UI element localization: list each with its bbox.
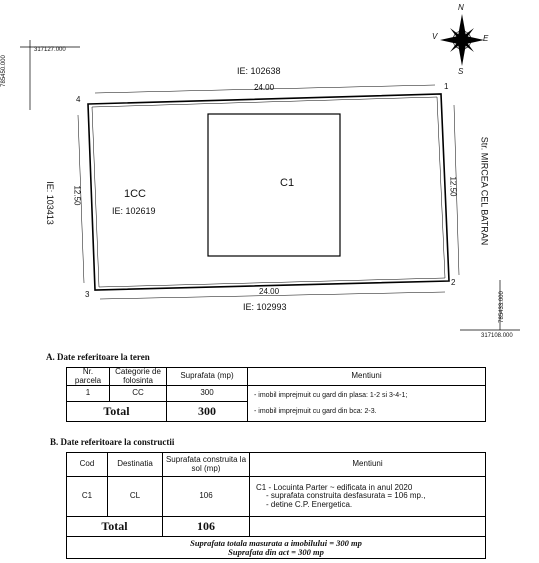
building-c1-outline <box>208 114 340 256</box>
summary-cell <box>67 537 486 559</box>
cell-cod: C1 <box>67 477 108 517</box>
cell-categorie: CC <box>110 386 167 402</box>
compass-n-label: N <box>458 3 464 12</box>
coord-x-bottom: 317108.000 <box>481 333 513 339</box>
mentiuni-b-line-1: C1 - Locuinta Parter ~ edificata in anul 2020 <box>256 482 413 492</box>
header-destinatia: Destinatia <box>108 453 163 477</box>
ie-bottom-label: IE: 102993 <box>243 302 287 312</box>
dim-left-label: 12.50 <box>72 185 82 206</box>
street-label: Str. MIRCEA CEL BATRAN <box>479 136 490 246</box>
corner-1-label: 1 <box>444 82 449 91</box>
compass-v-label: V <box>432 32 438 41</box>
header-suprafata-b: Suprafata construita la sol (mp) <box>163 453 250 477</box>
teren-table <box>66 367 486 422</box>
cell-nr: 1 <box>67 386 110 402</box>
cell-destinatia: CL <box>108 477 163 517</box>
coord-y-left: 785450.000 <box>0 55 7 87</box>
compass-s-label: S <box>458 67 464 76</box>
cell-suprafata-a: 300 <box>167 386 248 402</box>
mentiuni-b-line-3: - detine C.P. Energetica. <box>266 499 353 509</box>
building-c1-label: C1 <box>280 177 295 189</box>
summary-line-1: Suprafata totala masurata a imobilului = 300 mp <box>190 537 362 548</box>
coord-y-right: 785433.000 <box>498 291 505 323</box>
parcel-code-label: 1CC <box>124 188 147 200</box>
corner-4-label: 4 <box>76 95 81 104</box>
cell-suprafata-b: 106 <box>163 477 250 517</box>
corner-2-label: 2 <box>451 278 456 287</box>
dim-top-label: 24.00 <box>254 83 275 92</box>
compass-e-label: E <box>483 34 489 43</box>
header-mentiuni-a: Mentiuni <box>248 368 486 386</box>
total-label-b: Total <box>67 517 163 537</box>
ie-left-label: IE: 103413 <box>44 181 55 225</box>
total-value-a: 300 <box>167 402 248 422</box>
ie-top-label: IE: 102638 <box>237 66 281 76</box>
compass-rose <box>440 14 484 66</box>
cell-empty-b <box>250 517 486 537</box>
section-b-title: B. Date referitoare la constructii <box>50 437 175 447</box>
cell-mentiuni-a <box>248 386 486 422</box>
dim-right-label: 12.50 <box>448 176 458 197</box>
corner-3-label: 3 <box>85 290 90 299</box>
mentiuni-a-line-2: - imobil imprejmuit cu gard din bca: 2-3. <box>254 407 377 415</box>
mentiuni-b-line-2: - suprafata construita desfasurata = 106 mp., <box>266 491 426 501</box>
coord-x-top: 317127.000 <box>34 47 66 53</box>
mentiuni-a-line-1: - imobil imprejmuit cu gard din plasa: 1-2 si 3-4-1; <box>254 392 408 400</box>
cell-mentiuni-b <box>250 477 486 517</box>
header-categorie: Categorie de folosinta <box>110 368 167 386</box>
total-label-a: Total <box>67 402 167 422</box>
header-nr-parcela: Nr. parcela <box>67 368 110 386</box>
constructii-table <box>66 452 486 559</box>
section-a-title: A. Date referitoare la teren <box>46 352 150 362</box>
parcel-ie-label: IE: 102619 <box>112 206 156 216</box>
summary-line-2: Suprafata din act = 300 mp <box>228 546 324 557</box>
total-value-b: 106 <box>163 517 250 537</box>
header-mentiuni-b: Mentiuni <box>250 453 486 477</box>
header-cod: Cod <box>67 453 108 477</box>
dim-bottom-label: 24.00 <box>259 287 280 296</box>
header-suprafata-a: Suprafata (mp) <box>167 368 248 386</box>
